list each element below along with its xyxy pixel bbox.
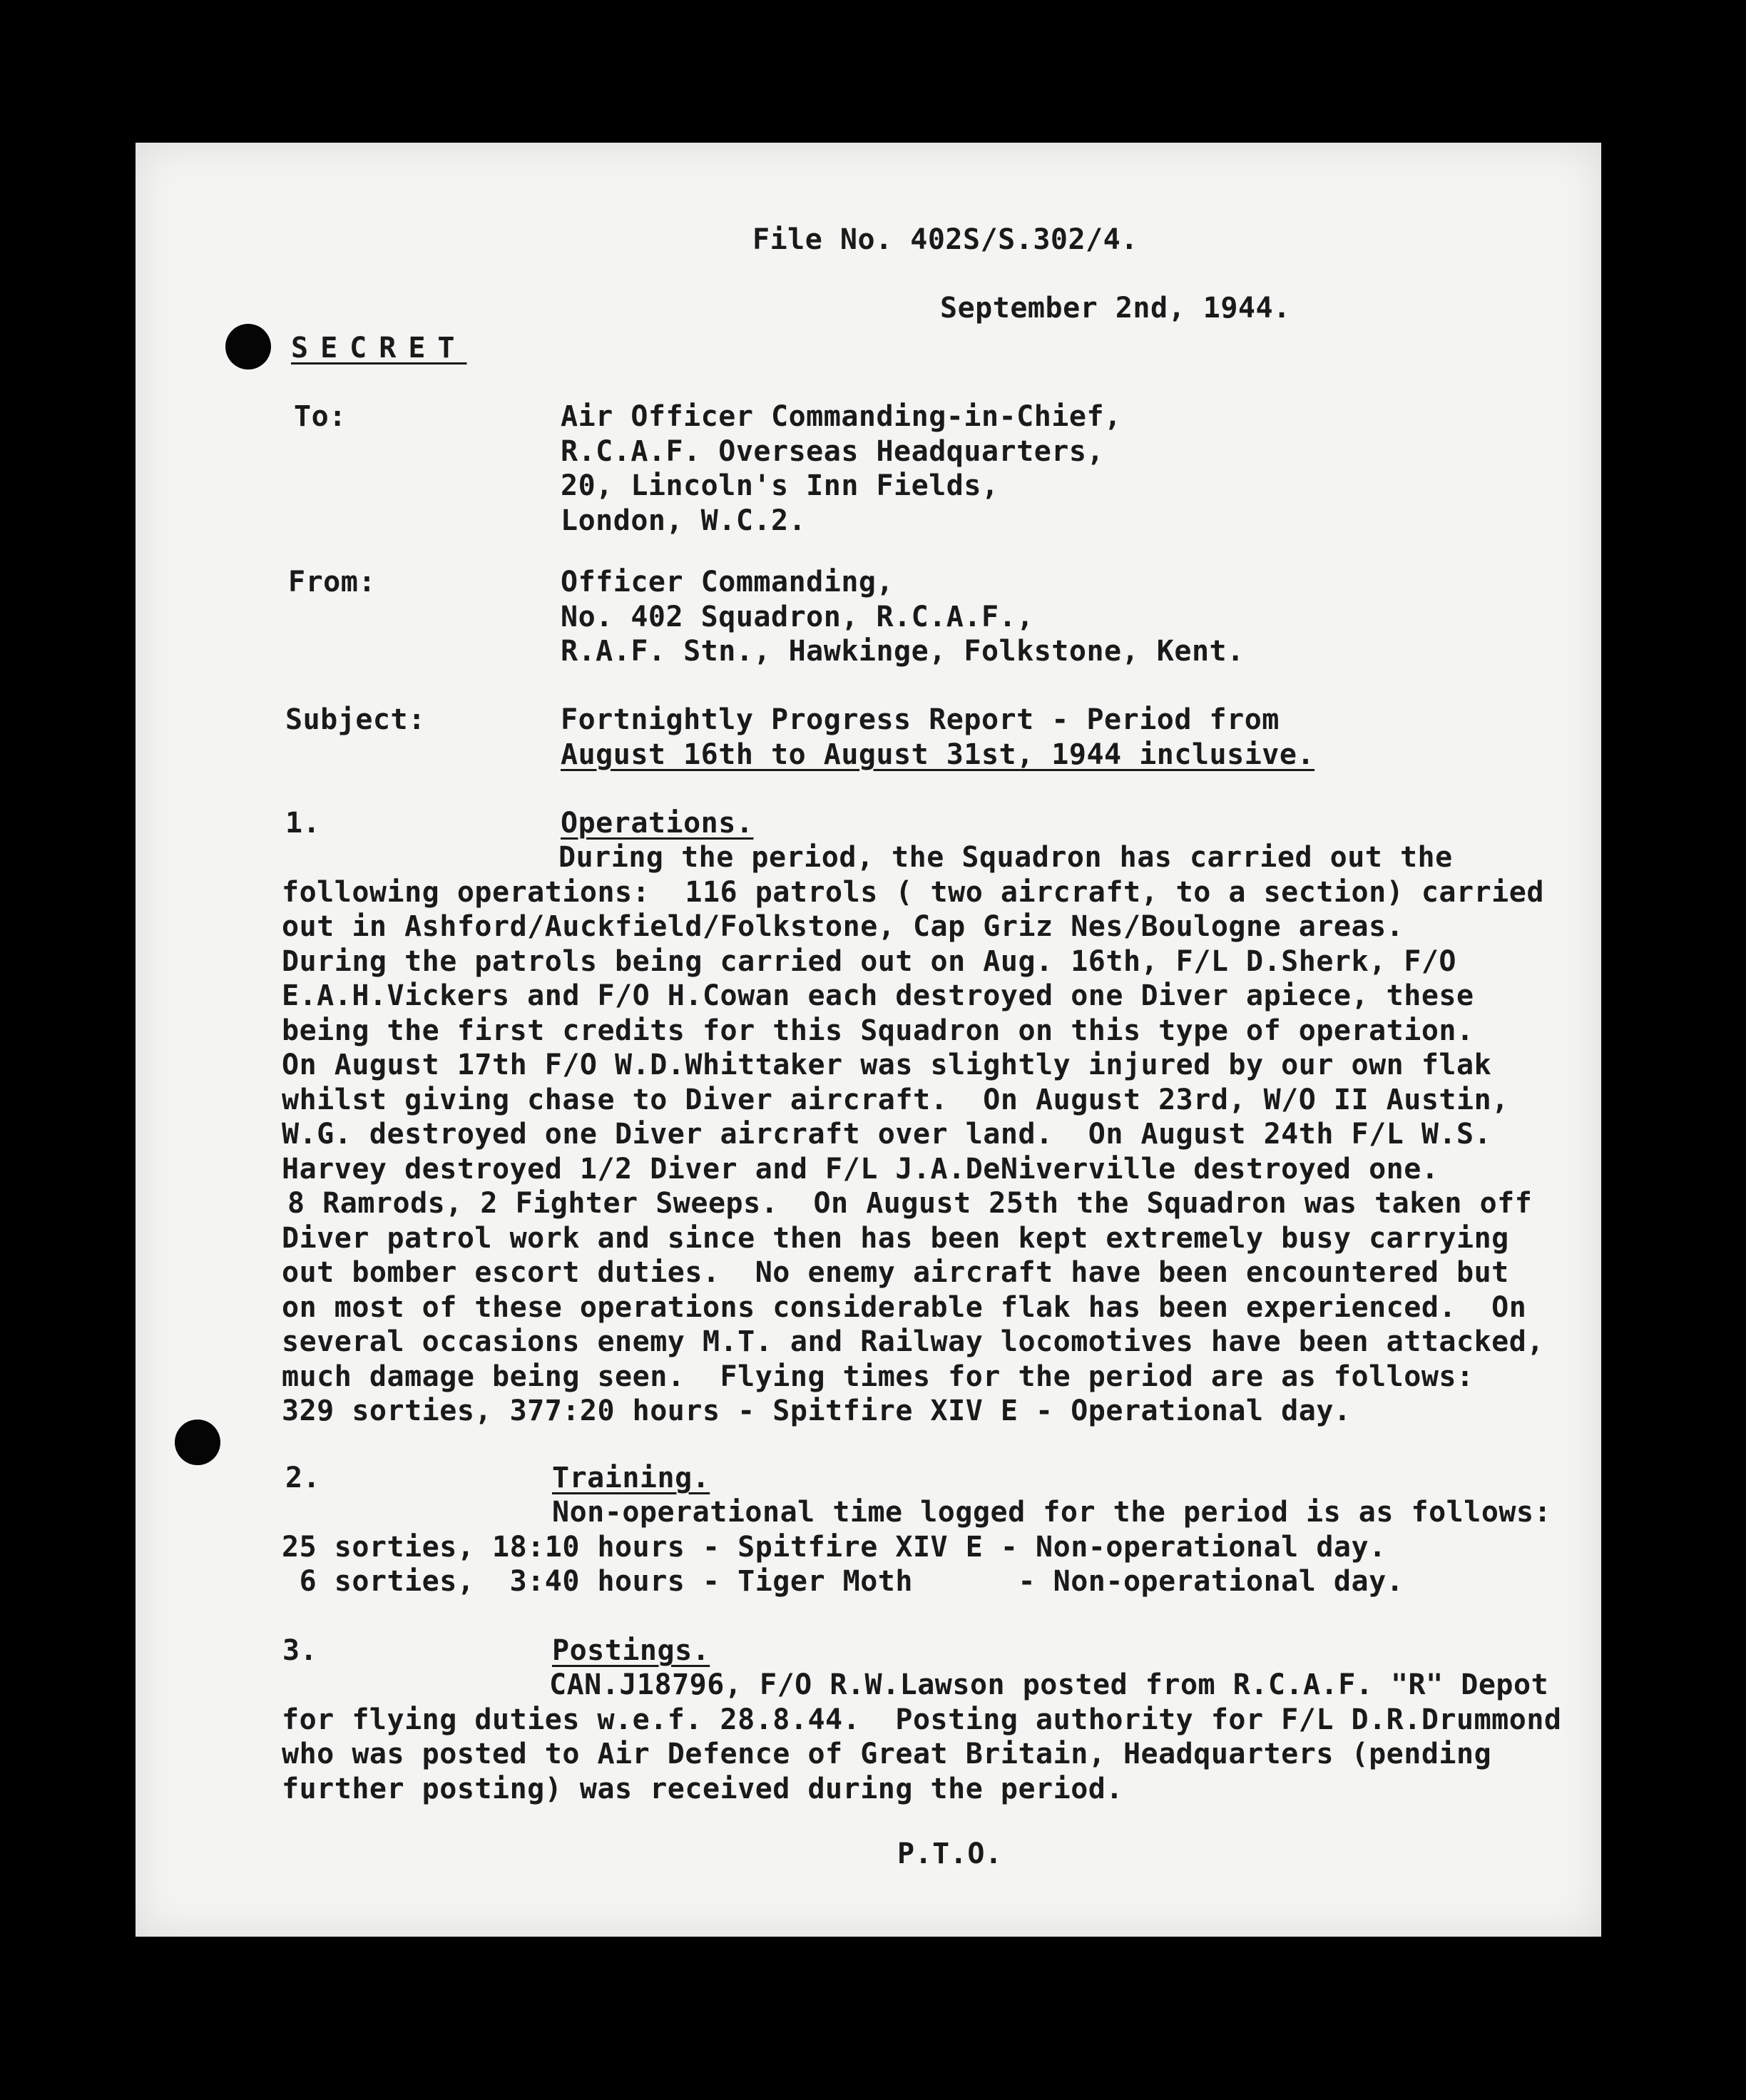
body-line: several occasions enemy M.T. and Railway locomotives have been attacked, [282,1325,1544,1358]
body-line: Diver patrol work and since then has been kept extremely busy carrying [282,1221,1509,1255]
from-line: R.A.F. Stn., Hawkinge, Folkstone, Kent. [561,635,1245,668]
section-2-heading: Training. [552,1462,710,1494]
to-line: London, W.C.2. [561,504,807,537]
body-line: on most of these operations considerable flak has been experienced. On [282,1290,1527,1324]
body-line: During the patrols being carried out on Aug. 16th, F/L D.Sherk, F/O [282,944,1456,978]
body-line: being the first credits for this Squadron on this type of operation. [282,1014,1474,1047]
document-date: September 2nd, 1944. [940,292,1291,325]
from-label: From: [288,566,376,598]
from-address [561,565,1245,669]
body-line: for flying duties w.e.f. 28.8.44. Posting authority for F/L D.R.Drummond [282,1703,1562,1736]
section-2-number: 2. [285,1462,321,1494]
punch-hole-bottom [175,1419,220,1465]
please-turn-over: P.T.O. [897,1838,1003,1870]
file-number: File No. 402S/S.302/4. [752,223,1138,256]
body-line: 25 sorties, 18:10 hours - Spitfire XIV E - Non-operational day. [282,1530,1387,1564]
section-3-number: 3. [282,1634,318,1667]
to-line: 20, Lincoln's Inn Fields, [561,469,999,502]
body-line: Harvey destroyed 1/2 Diver and F/L J.A.DeNiverville destroyed one. [282,1152,1439,1186]
punch-hole-top [225,324,271,369]
document-page [136,143,1601,1937]
section-1-number: 1. [285,807,321,840]
subject-line-underlined: August 16th to August 31st, 1944 inclusive. [561,738,1315,771]
body-line: On August 17th F/O W.D.Whittaker was slightly injured by our own flak [282,1049,1492,1081]
body-line: 6 sorties, 3:40 hours - Tiger Moth - Non-operational day. [282,1565,1404,1598]
body-line: out bomber escort duties. No enemy aircraft have been encountered but [282,1256,1509,1289]
body-line: out in Ashford/Auckfield/Folkstone, Cap Griz Nes/Boulogne areas. [282,910,1404,943]
body-line: 329 sorties, 377:20 hours - Spitfire XIV E - Operational day. [282,1395,1352,1427]
body-line: W.G. destroyed one Diver aircraft over land. On August 24th F/L W.S. [282,1118,1492,1151]
classification-secret: SECRET [291,332,467,365]
body-line: following operations: 116 patrols ( two aircraft, to a section) carried [282,875,1544,909]
body-line: CAN.J18796, F/O R.W.Lawson posted from R.C.A.F. "R" Depot [549,1668,1549,1701]
section-1-heading: Operations. [561,807,754,840]
to-address [561,399,1122,538]
body-line: During the period, the Squadron has carried out the [558,841,1453,874]
to-label: To: [294,400,347,433]
body-line: who was posted to Air Defence of Great Britain, Headquarters (pending [282,1738,1492,1770]
body-line: Non-operational time logged for the period is as follows: [552,1496,1552,1529]
section-3-heading: Postings. [552,1634,710,1667]
to-line: R.C.A.F. Overseas Headquarters, [561,434,1105,468]
body-line: further posting) was received during the period. [282,1772,1123,1805]
body-line: 8 Ramrods, 2 Fighter Sweeps. On August 25th the Squadron was taken off [287,1187,1533,1220]
body-line: whilst giving chase to Diver aircraft. On August 23rd, W/O II Austin, [282,1083,1509,1116]
section-1-body [282,840,1544,1429]
to-line: Air Officer Commanding-in-Chief, [561,400,1122,433]
body-line: E.A.H.Vickers and F/O H.Cowan each destroyed one Diver apiece, these [282,979,1474,1012]
subject-label: Subject: [285,703,426,736]
from-line: No. 402 Squadron, R.C.A.F., [561,600,1034,633]
body-line: much damage being seen. Flying times for the period are as follows: [282,1360,1474,1393]
subject-text [561,703,1314,772]
subject-line: Fortnightly Progress Report - Period from [561,703,1280,736]
section-2-body [282,1495,1551,1599]
section-3-body [282,1668,1562,1806]
from-line: Officer Commanding, [561,566,894,598]
